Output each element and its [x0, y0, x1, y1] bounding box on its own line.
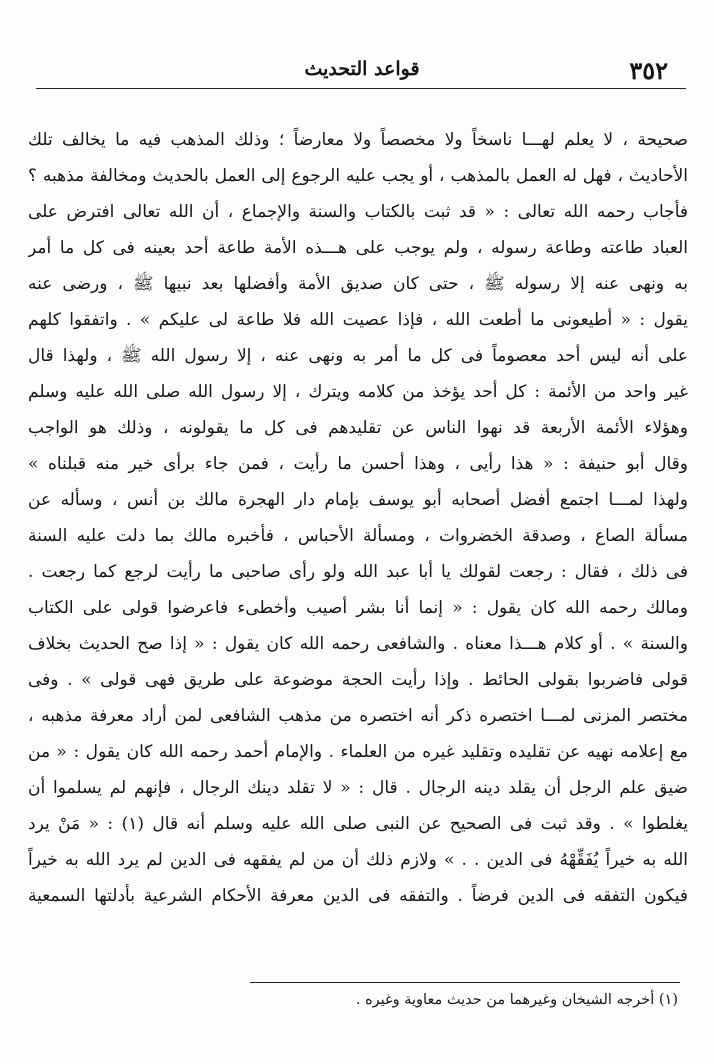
- text-line: يغلطوا » . وقد ثبت فى الصحيح عن النبى صلى الله عليه وسلم أنه قال (١) : « مَنْ يرد: [28, 814, 688, 834]
- text-line: مسألة الصاع ، وصدقة الخضروات ، ومسألة الأحباس ، فأخبره مالك بما دلت عليه السنة: [28, 526, 688, 546]
- text-line: فيكون التفقه فى الدين فرضاً . والتفقه فى الدين معرفة الأحكام الشرعية بأدلتها السمعية: [28, 886, 688, 906]
- text-line: ومالك رحمه الله كان يقول : « إنما أنا بشر أصيب وأخطىء فاعرضوا قولى على الكتاب: [28, 598, 688, 618]
- text-line: ضيق علم الرجل أن يقلد دينه الرجال . قال : « لا تقلد دينك الرجال ، فإنهم لم يسلموا أن: [28, 778, 688, 798]
- header-divider: [36, 88, 686, 89]
- text-line: ولهذا لمـــا اجتمع أفضل أصحابه أبو يوسف بإمام دار الهجرة مالك بن أنس ، وسأله عن: [28, 490, 688, 510]
- footnote-divider: [250, 982, 680, 983]
- text-line: قولى فاضربوا بقولى الحائط . وإذا رأيت الحجة موضوعة على طريق فهى قولى » . وفى: [28, 670, 688, 690]
- page-number: ٣٥٢: [629, 56, 668, 85]
- body-text: [28, 122, 688, 914]
- footnote: (١) أخرجه الشيخان وغيرهما من حديث معاوية وغيره .: [355, 992, 678, 1008]
- text-line: مع إعلامه نهيه عن تقليده وتقليد غيره من العلماء . والإمام أحمد رحمه الله كان يقول : « من: [28, 742, 688, 762]
- text-line: به ونهى عنه إلا رسوله ﷺ ، حتى كان صديق الأمة وأفضلها بعد نبيها ﷺ ، ورضى عنه: [28, 274, 688, 294]
- text-line: فى ذلك ، فقال : رجعت لقولك يا أبا عبد الله ولو رأى صاحبى ما رأيت لرجع كما رجعت .: [28, 562, 688, 582]
- text-line: يقول : « أطيعونى ما أطعت الله ، فإذا عصيت الله فلا طاعة لى عليكم » . واتفقوا كلهم: [28, 310, 688, 330]
- running-title: قواعد التحديث: [304, 58, 420, 80]
- text-line: على أنه ليس أحد معصوماً فى كل ما أمر به ونهى عنه ، إلا رسول الله ﷺ ، ولهذا قال: [28, 346, 688, 366]
- text-line: العباد طاعته وطاعة رسوله ، ولم يوجب على هـــذه الأمة طاعة أحد بعينه فى كل ما أمر: [28, 238, 688, 258]
- text-line: غير واحد من الأئمة : كل أحد يؤخذ من كلامه ويترك ، إلا رسول الله صلى الله عليه وسلم: [28, 382, 688, 402]
- text-line: مختصر المزنى لمـــا اختصره ذكر أنه اختصره من مذهب الشافعى لمن أراد معرفة مذهبه ،: [28, 706, 688, 726]
- page-header: [40, 52, 684, 92]
- text-line: والسنة » . أو كلام هـــذا معناه . والشافعى رحمه الله كان يقول : « إذا صح الحديث بخلاف: [28, 634, 688, 654]
- text-line: الله به خيراً يُفَقِّهْهُ فى الدين . . » ولازم ذلك أن من لم يفقهه فى الدين لم يرد الله به خيراً: [28, 850, 688, 870]
- text-line: وهؤلاء الأئمة الأربعة قد نهوا الناس عن تقليدهم فى كل ما يقولونه ، وذلك هو الواجب: [28, 418, 688, 438]
- text-line: وقال أبو حنيفة : « هذا رأيى ، وهذا أحسن ما رأيت ، فمن جاء برأى خير منه قبلناه »: [28, 454, 688, 474]
- text-line: صحيحة ، لا يعلم لهـــا ناسخاً ولا مخصصاً ولا معارضاً ؛ وذلك المذهب فيه ما يخالف تلك: [28, 130, 688, 150]
- text-line: الأحاديث ، فهل له العمل بالمذهب ، أو يجب عليه الرجوع إلى العمل بالحديث ومخالفة مذهبه ؟: [28, 166, 688, 186]
- text-line: فأجاب رحمه الله تعالى : « قد ثبت بالكتاب والسنة والإجماع ، أن الله تعالى افترض على: [28, 202, 688, 222]
